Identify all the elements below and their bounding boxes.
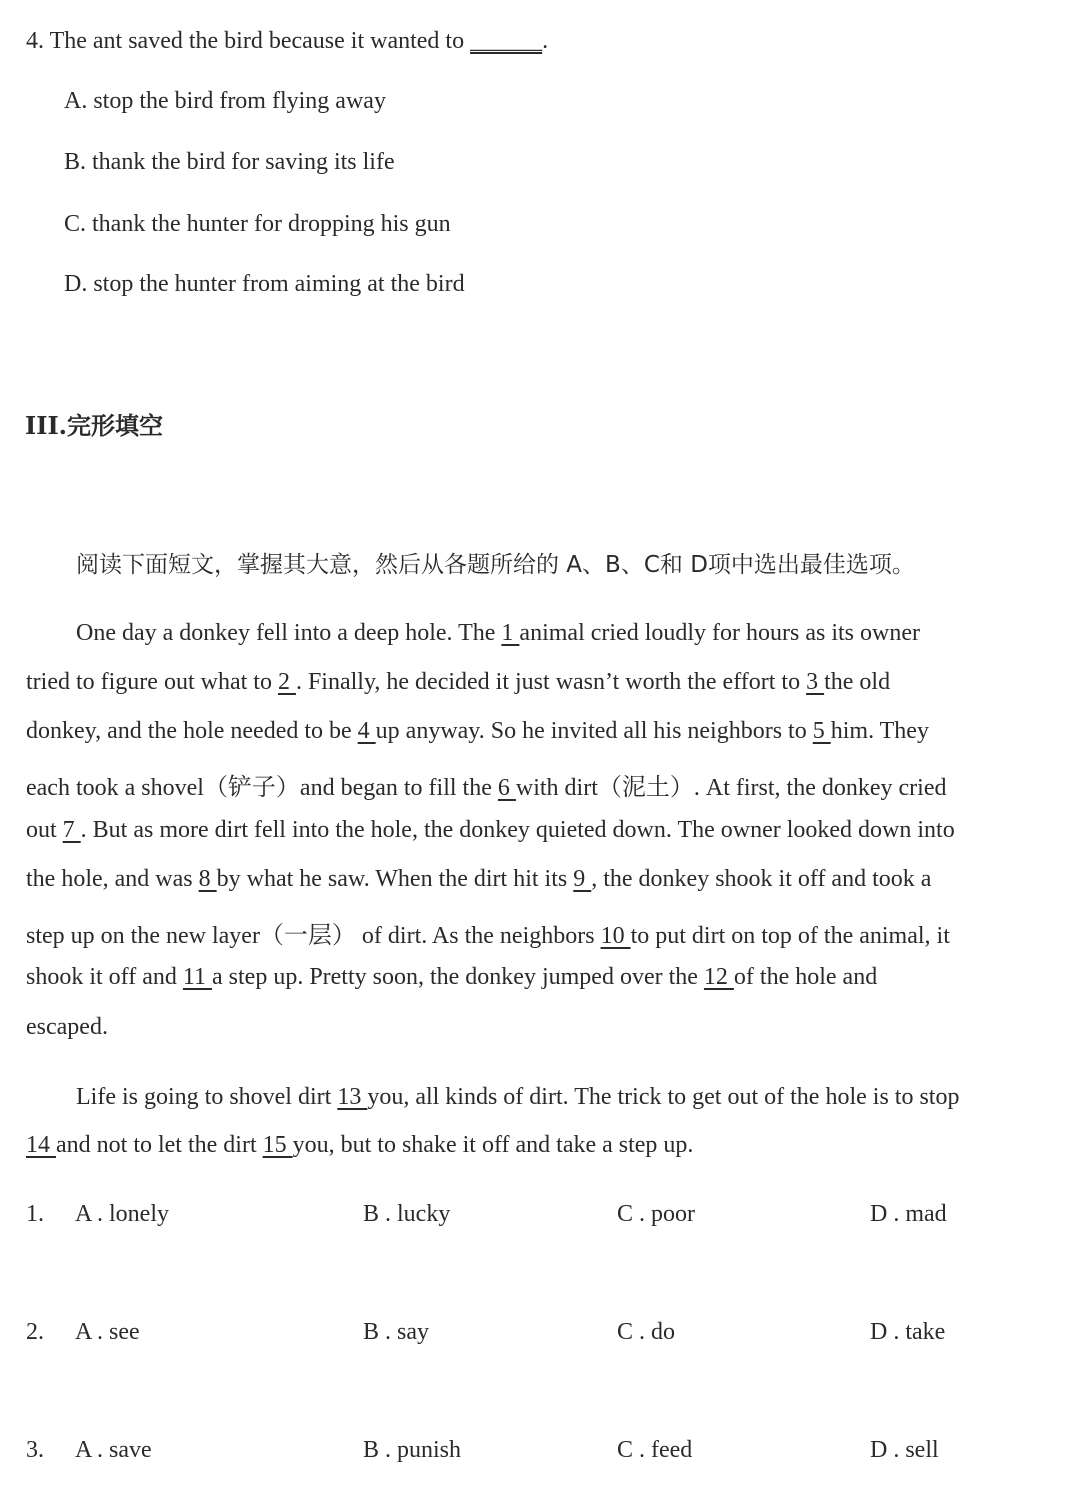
blank-6: 6 — [497, 775, 516, 801]
instruction-text: 阅读下面短文，掌握其大意，然后从各题所给的 A、B、C和 D项中选出最佳选项。 — [76, 552, 915, 578]
blank-7: 7 — [62, 817, 81, 843]
blank-13: 13 — [337, 1084, 368, 1110]
passage-line-2 — [26, 669, 890, 696]
answer-option-b: B . punish — [363, 1437, 462, 1463]
blank-8: 8 — [198, 866, 217, 892]
answer-option-c: C . do — [617, 1319, 676, 1345]
answer-number: 2. — [26, 1319, 44, 1345]
answer-option-c: C . poor — [617, 1201, 695, 1227]
answer-option-a: A . save — [75, 1437, 152, 1463]
passage-text: a step up. Pretty soon, the donkey jumped over the — [212, 964, 704, 990]
passage-line-10 — [76, 1084, 959, 1111]
passage-text: donkey, and the hole needed to be — [26, 718, 358, 744]
answer-option-d: D . sell — [870, 1437, 939, 1463]
answer-option-d: D . take — [870, 1319, 946, 1345]
blank-1: 1 — [501, 620, 520, 646]
passage-text: with dirt（泥土）. At first, the donkey cried — [515, 775, 947, 801]
passage-line-5 — [26, 817, 955, 844]
passage-text: . But as more dirt fell into the hole, the donkey quieted down. The owner looked down into — [80, 817, 955, 843]
passage-text: of the hole and — [733, 964, 878, 990]
question-4-blank: ______ — [470, 28, 543, 54]
passage-line-1 — [76, 620, 920, 647]
question-4-stem — [26, 28, 548, 55]
blank-11: 11 — [182, 964, 212, 990]
question-4-text: 4. The ant saved the bird because it wanted to — [26, 28, 465, 54]
passage-text: each took a shovel（铲子）and began to fill the — [26, 775, 498, 801]
passage-line-6 — [26, 866, 931, 893]
passage-text: up anyway. So he invited all his neighbors to — [375, 718, 813, 744]
question-4-option-c: C. thank the hunter for dropping his gun — [64, 211, 451, 237]
passage-text: . Finally, he decided it just wasn’t worth the effort to — [295, 669, 807, 695]
question-4-period: . — [542, 28, 549, 54]
question-4-option-d: D. stop the hunter from aiming at the bird — [64, 271, 465, 297]
question-4-option-b: B. thank the bird for saving its life — [64, 149, 395, 175]
passage-text: shook it off and — [26, 964, 183, 990]
passage-text: the hole, and was — [26, 866, 199, 892]
answer-option-a: A . see — [75, 1319, 140, 1345]
answer-number: 3. — [26, 1437, 44, 1463]
passage-text: , the donkey shook it off and took a — [591, 866, 932, 892]
passage-line-7 — [26, 915, 950, 950]
passage-text: step up on the new layer（一层） of dirt. As the neighbors — [26, 923, 601, 949]
blank-9: 9 — [573, 866, 592, 892]
passage-text: One day a donkey fell into a deep hole. The — [76, 620, 502, 646]
passage-line-3 — [26, 718, 929, 745]
question-4-option-a: A. stop the bird from flying away — [64, 88, 386, 114]
answer-number: 1. — [26, 1201, 44, 1227]
passage-line-11 — [26, 1132, 693, 1159]
blank-2: 2 — [277, 669, 296, 695]
passage-text: to put dirt on top of the animal, it — [630, 923, 950, 949]
blank-14: 14 — [26, 1132, 56, 1158]
passage-text: tried to figure out what to — [26, 669, 278, 695]
passage-text: him. They — [830, 718, 929, 744]
passage-text: you, all kinds of dirt. The trick to get out of the hole is to stop — [367, 1084, 960, 1110]
passage-text: animal cried loudly for hours as its owner — [519, 620, 920, 646]
answer-option-d: D . mad — [870, 1201, 947, 1227]
passage-text: by what he saw. When the dirt hit its — [216, 866, 574, 892]
passage-line-8 — [26, 964, 877, 991]
answer-option-c: C . feed — [617, 1437, 693, 1463]
blank-4: 4 — [357, 718, 376, 744]
blank-10: 10 — [600, 923, 631, 949]
passage-line-4 — [26, 767, 946, 802]
passage-line-9: escaped. — [26, 1014, 108, 1040]
passage-text: the old — [824, 669, 891, 695]
answer-option-b: B . lucky — [363, 1201, 451, 1227]
blank-12: 12 — [703, 964, 734, 990]
answer-option-a: A . lonely — [75, 1201, 169, 1227]
passage-text: and not to let the dirt — [56, 1132, 263, 1158]
passage-text: out — [26, 817, 63, 843]
passage-text: you, but to shake it off and take a step up. — [292, 1132, 694, 1158]
blank-3: 3 — [806, 669, 825, 695]
answer-option-b: B . say — [363, 1319, 429, 1345]
section-title: III.完形填空 — [25, 411, 164, 440]
blank-15: 15 — [262, 1132, 293, 1158]
passage-text: Life is going to shovel dirt — [76, 1084, 338, 1110]
blank-5: 5 — [812, 718, 831, 744]
